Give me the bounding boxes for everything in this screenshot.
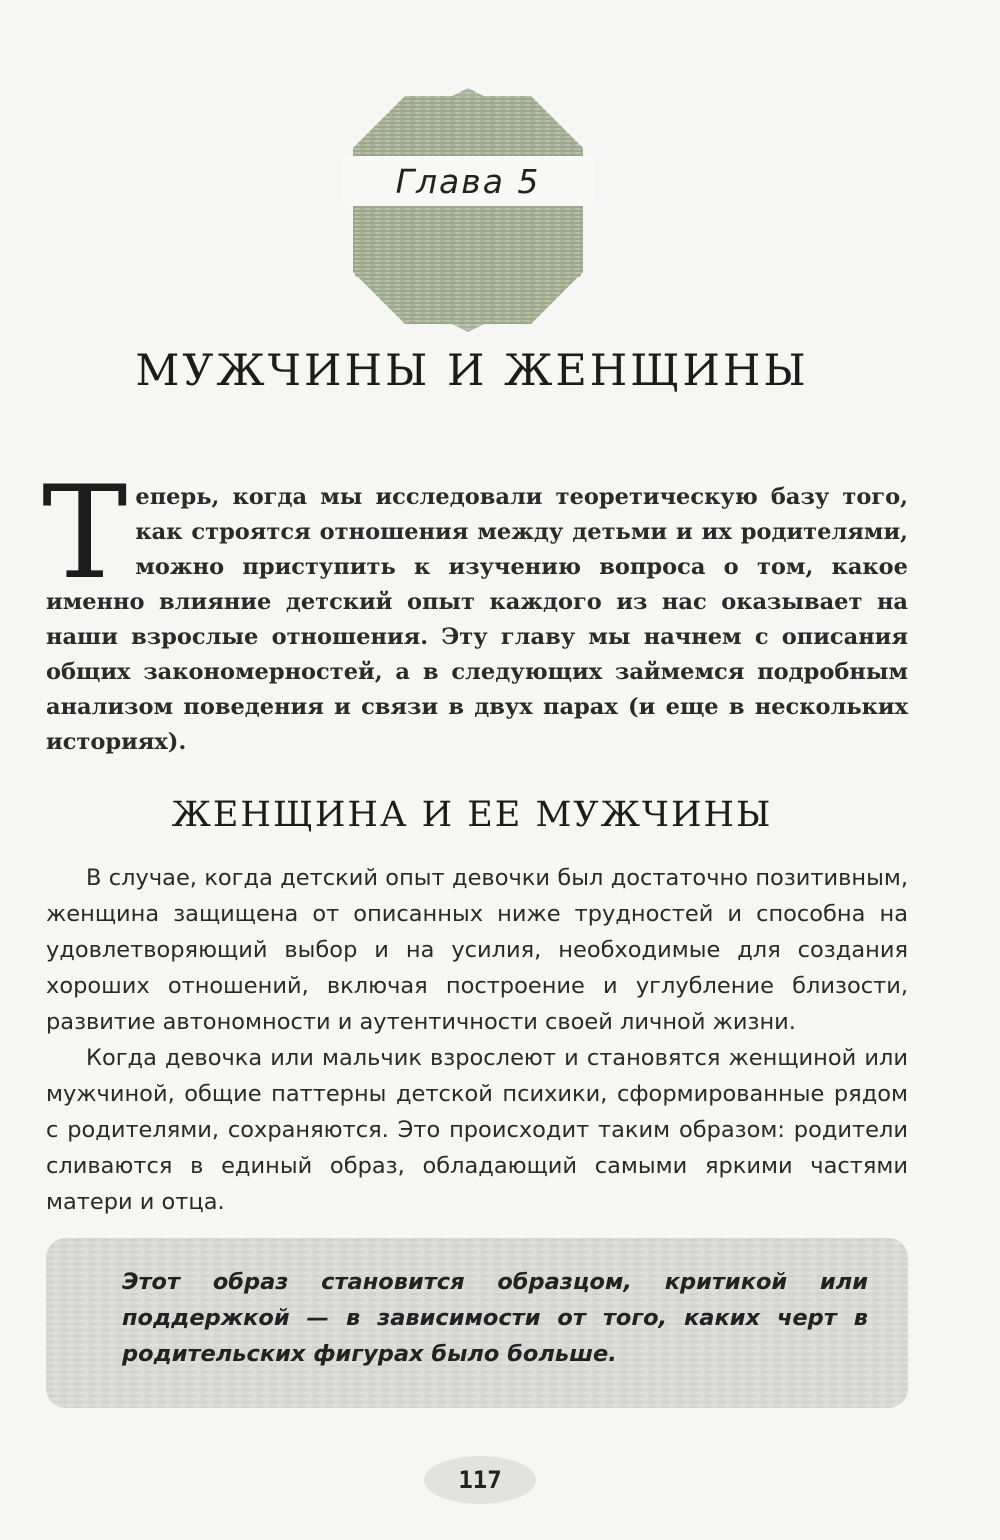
hexagon-badge-icon bbox=[343, 86, 593, 334]
section-title: ЖЕНЩИНА И ЕЕ МУЖЧИНЫ bbox=[171, 795, 773, 835]
drop-cap: Т bbox=[42, 459, 128, 608]
body-paragraph: Когда девочка или мальчик взрослеют и становятся женщиной или мужчиной, общие паттерны детской психики, сформированные рядом с родителями, сохраняются. Это происходит таким образом: родители сливаются в единый образ, обладающий самыми яркими частями матери и отца. bbox=[46, 1045, 908, 1215]
chapter-title: МУЖЧИНЫ И ЖЕНЩИНЫ bbox=[135, 346, 809, 396]
chapter-label: Глава 5 bbox=[343, 156, 593, 206]
callout-box bbox=[46, 1238, 908, 1408]
page-number: 117 bbox=[458, 1466, 502, 1494]
callout-text: Этот образ становится образцом, критикой или поддержкой — в зависимости от того, каких черт в родительских фигурах было больше. bbox=[122, 1269, 868, 1367]
intro-paragraph bbox=[42, 459, 908, 760]
body-paragraph: В случае, когда детский опыт девочки был достаточно позитивным, женщина защищена от описанных ниже трудностей и способна на удовлетворяющий выбор и на усилия, необходимые для создания хороших отношений, включая построение и углубление близости, развитие автономности и аутентичности своей личной жизни. bbox=[46, 865, 908, 1035]
intro-text: еперь, когда мы исследовали теоретическую базу того, как строятся отношения между детьми и их родителями, можно приступить к изучению вопроса о том, какое именно влияние детский опыт каждого из нас оказывает на наши взрослые отношения. Эту главу мы начнем с описания общих закономерностей, а в следующих займемся подробным анализом поведения и связи в двух парах (и еще в нескольких историях). bbox=[46, 484, 908, 755]
chapter-badge bbox=[343, 86, 593, 334]
section-body bbox=[46, 860, 908, 1220]
page-number-badge bbox=[420, 1450, 540, 1510]
